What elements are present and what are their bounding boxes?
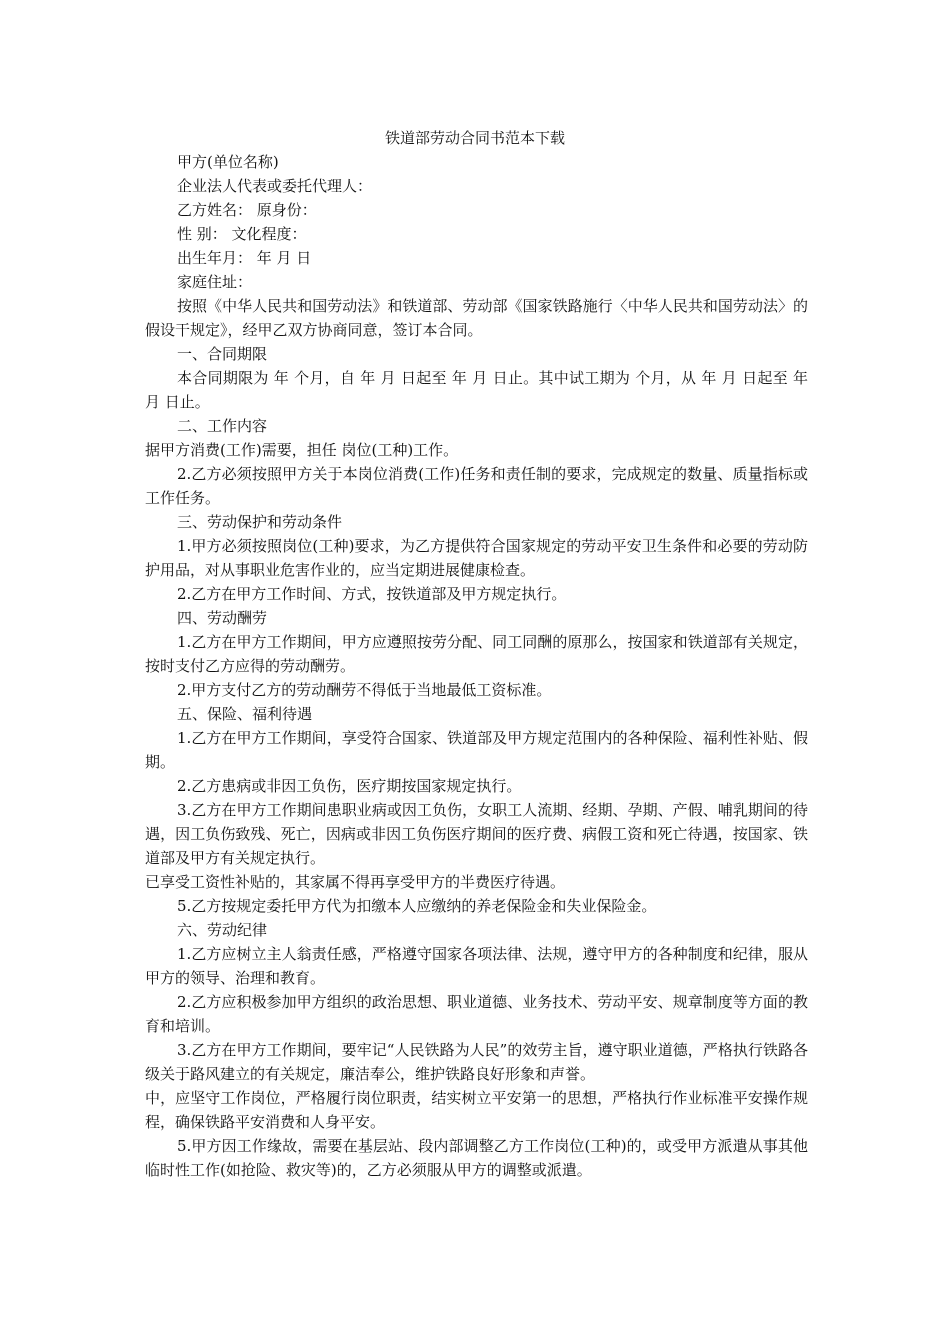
paragraph: 三、劳动保护和劳动条件	[177, 513, 343, 531]
paragraph: 2.乙方应积极参加甲方组织的政治思想、职业道德、业务技术、劳动平安、规章制度等方面的教育和培训。	[145, 993, 808, 1035]
paragraph: 按照《中华人民共和国劳动法》和铁道部、劳动部《国家铁路施行〈中华人民共和国劳动法〉的假设干规定》，经甲乙双方协商同意，签订本合同。	[145, 297, 808, 339]
paragraph: 甲方(单位名称)	[177, 153, 279, 171]
paragraph: 1.甲方必须按照岗位(工种)要求，为乙方提供符合国家规定的劳动平安卫生条件和必要的劳动防护用品，对从事职业危害作业的，应当定期进展健康检查。	[145, 537, 808, 579]
paragraph: 1.乙方在甲方工作期间，享受符合国家、铁道部及甲方规定范围内的各种保险、福利性补贴、假期。	[145, 729, 808, 771]
paragraph: 3.乙方在甲方工作期间，要牢记“人民铁路为人民”的效劳主旨，遵守职业道德，严格执行铁路各级关于路风建立的有关规定，廉洁奉公，维护铁路良好形象和声誉。	[145, 1041, 808, 1083]
paragraph: 四、劳动酬劳	[177, 609, 268, 627]
paragraph: 2.乙方患病或非因工负伤，医疗期按国家规定执行。	[177, 777, 522, 795]
paragraph: 五、保险、福利待遇	[177, 705, 313, 723]
paragraph: 企业法人代表或委托代理人：	[177, 177, 373, 195]
paragraph: 已享受工资性补贴的，其家属不得再享受甲方的半费医疗待遇。	[145, 873, 566, 891]
paragraph: 家庭住址：	[177, 273, 253, 291]
paragraph: 5.乙方按规定委托甲方代为扣缴本人应缴纳的养老保险金和失业保险金。	[177, 897, 657, 915]
paragraph: 本合同期限为 年 个月，自 年 月 日起至 年 月 日止。其中试工期为 个月，从 年 月 日起至 年 月 日止。	[145, 369, 808, 411]
paragraph: 出生年月： 年 月 日	[177, 249, 312, 267]
paragraph: 六、劳动纪律	[177, 921, 268, 939]
paragraph: 中，应坚守工作岗位，严格履行岗位职责，结实树立平安第一的思想，严格执行作业标准平安操作规程，确保铁路平安消费和人身平安。	[145, 1089, 808, 1131]
paragraph: 据甲方消费(工作)需要，担任 岗位(工种)工作。	[145, 441, 459, 459]
paragraph: 二、工作内容	[177, 417, 268, 435]
paragraph: 1.乙方应树立主人翁责任感，严格遵守国家各项法律、法规，遵守甲方的各种制度和纪律，服从甲方的领导、治理和教育。	[145, 945, 808, 987]
paragraph: 性 别： 文化程度：	[177, 225, 307, 243]
paragraph: 1.乙方在甲方工作期间，甲方应遵照按劳分配、同工同酬的原那么，按国家和铁道部有关规定，按时支付乙方应得的劳动酬劳。	[145, 633, 808, 675]
document-title: 铁道部劳动合同书范本下载	[384, 129, 565, 147]
paragraph: 2.乙方必须按照甲方关于本岗位消费(工作)任务和责任制的要求，完成规定的数量、质量指标或工作任务。	[145, 465, 808, 507]
paragraph: 5.甲方因工作缘故，需要在基层站、段内部调整乙方工作岗位(工种)的，或受甲方派遣从事其他临时性工作(如抢险、救灾等)的，乙方必须服从甲方的调整或派遣。	[145, 1137, 808, 1179]
document-body	[145, 150, 808, 1182]
paragraph: 一、合同期限	[177, 345, 268, 363]
paragraph: 2.甲方支付乙方的劳动酬劳不得低于当地最低工资标准。	[177, 681, 552, 699]
paragraph: 乙方姓名： 原身份：	[177, 201, 317, 219]
paragraph: 3.乙方在甲方工作期间患职业病或因工负伤，女职工人流期、经期、孕期、产假、哺乳期间的待遇，因工负伤致残、死亡，因病或非因工负伤医疗期间的医疗费、病假工资和死亡待遇，按国家、铁道部及甲方有关规定执行。	[145, 801, 808, 867]
paragraph: 2.乙方在甲方工作时间、方式，按铁道部及甲方规定执行。	[177, 585, 567, 603]
